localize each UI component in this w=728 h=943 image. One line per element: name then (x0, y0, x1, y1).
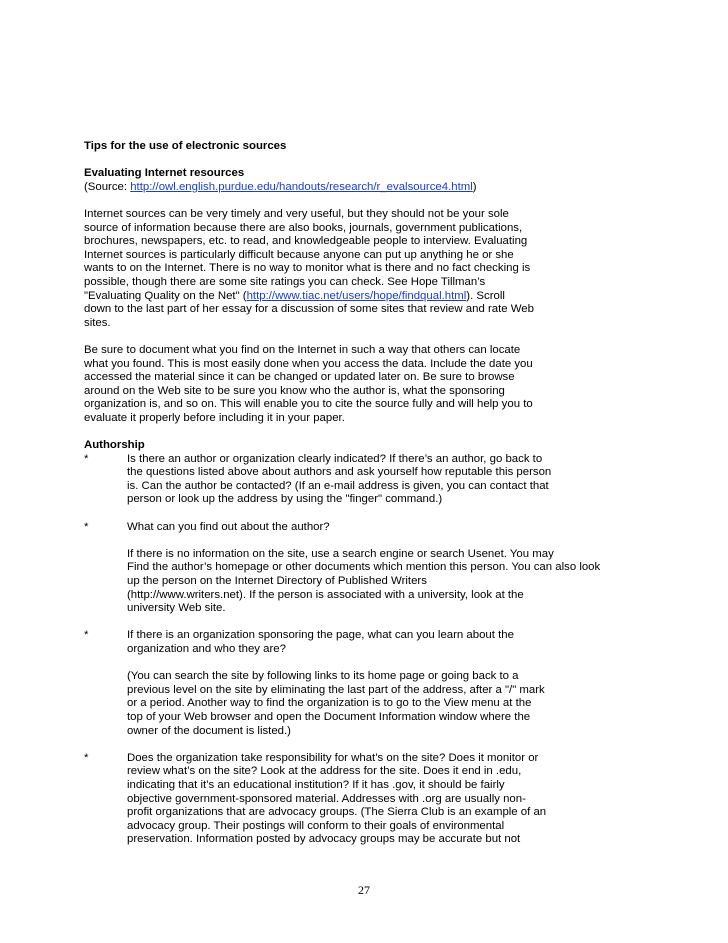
text-line: review what’s on the site? Look at the address for the site. Does it end in .edu, (127, 765, 522, 778)
text-line: evaluate it properly before including it in your paper. (84, 411, 345, 424)
text-line: (http://www.writers.net). If the person is associated with a university, look at the (127, 588, 524, 601)
bullet-marker: * (84, 751, 89, 764)
section-heading-evaluating: Evaluating Internet resources (84, 167, 245, 180)
list-item (84, 629, 684, 656)
tillman-link[interactable]: http://www.tiac.net/users/hope/findqual.html (246, 289, 467, 302)
text-line: around on the Web site to be sure you know who the author is, what the sponsoring (84, 384, 505, 397)
text-line: (You can search the site by following links to its home page or going back to a (127, 670, 519, 683)
source-prefix: (Source: (84, 180, 131, 193)
text-fragment: ). Scroll (466, 289, 505, 302)
page-content (84, 140, 684, 847)
question-text: What can you find out about the author? (127, 520, 330, 533)
answer-block (127, 670, 684, 738)
text-line: up the person on the Internet Directory of Published Writers (127, 575, 427, 587)
text-line (84, 290, 684, 304)
text-line: advocacy group. Their postings will conform to their goals of environmental (127, 819, 505, 832)
text-fragment: "Evaluating Quality on the Net" ( (84, 289, 247, 302)
text-line: Find the author’s homepage or other documents which mention this person. You can also look (127, 561, 601, 574)
list-item (84, 752, 684, 847)
paragraph-document (84, 344, 684, 426)
page-number: 27 (358, 883, 370, 897)
text-line: If there is no information on the site, use a search engine or search Usenet. You may (127, 547, 554, 560)
text-line: preservation. Information posted by advocacy groups may be accurate but not (127, 833, 521, 846)
text-line: Does the organization take responsibility for what’s on the site? Does it monitor or (127, 751, 539, 764)
bullet-marker: * (84, 520, 89, 533)
document-title: Tips for the use of electronic sources (84, 140, 287, 152)
text-line: or a period. Another way to find the organization is to go to the View menu at the (127, 697, 532, 710)
text-line: owner of the document is listed.) (127, 724, 291, 737)
source-suffix: ) (472, 180, 477, 193)
text-line: person or look up the address by using the "finger" command.) (127, 493, 443, 506)
question-text: If there is an organization sponsoring the page, what can you learn about the (127, 629, 514, 642)
text-line: objective government-sponsored material. Addresses with .org are usually non- (127, 792, 526, 805)
text-line: down to the last part of her essay for a discussion of some sites that review and rate Web (84, 303, 534, 316)
text-line: indicating that it’s an educational institution? If it has .gov, it should be fairly (127, 778, 505, 791)
text-line: previous level on the site by eliminating the last part of the address, after a "/" mark (127, 683, 545, 696)
text-line: brochures, newspapers, etc. to read, and knowledgeable people to interview. Evaluating (84, 235, 528, 248)
text-line: profit organizations that are advocacy groups. (The Sierra Club is an example of an (127, 806, 547, 819)
text-line: is. Can the author be contacted? (If an e-mail address is given, you can contact that (127, 479, 549, 492)
text-line: top of your Web browser and open the Document Information window where the (127, 710, 531, 723)
list-item (84, 453, 684, 507)
bullet-marker: * (84, 629, 89, 642)
section-heading-authorship: Authorship (84, 439, 145, 452)
bullet-marker: * (84, 452, 89, 465)
list-item (84, 521, 684, 535)
text-line: possible, though there are some site ratings you can check. See Hope Tillman’s (84, 275, 486, 288)
text-line: what you found. This is most easily done when you access the data. Include the date you (84, 357, 533, 370)
text-line: Internet sources is particularly difficult because anyone can put up anything he or she (84, 248, 514, 261)
text-line: Be sure to document what you find on the Internet in such a way that others can locate (84, 343, 521, 356)
text-line: source of information because there are also books, journals, government publications, (84, 221, 523, 234)
source-link[interactable]: http://owl.english.purdue.edu/handouts/research/r_evalsource4.html (130, 180, 473, 193)
answer-block (127, 548, 684, 616)
text-line: wants to on the Internet. There is no way to monitor what is there and no fact checking is (84, 262, 531, 275)
text-line: university Web site. (127, 602, 226, 615)
question-text: organization and who they are? (127, 642, 286, 655)
text-line: Internet sources can be very timely and very useful, but they should not be your sole (84, 207, 509, 220)
text-line: organization is, and so on. This will enable you to cite the source fully and will help you to (84, 398, 533, 411)
text-line: the questions listed above about authors and ask yourself how reputable this person (127, 466, 552, 479)
source-citation (84, 181, 684, 195)
paragraph-internet-sources (84, 208, 684, 330)
text-line: sites. (84, 316, 111, 329)
text-line: Is there an author or organization clearly indicated? If there’s an author, go back to (127, 452, 543, 465)
text-line: accessed the material since it can be changed or updated later on. Be sure to browse (84, 371, 515, 384)
